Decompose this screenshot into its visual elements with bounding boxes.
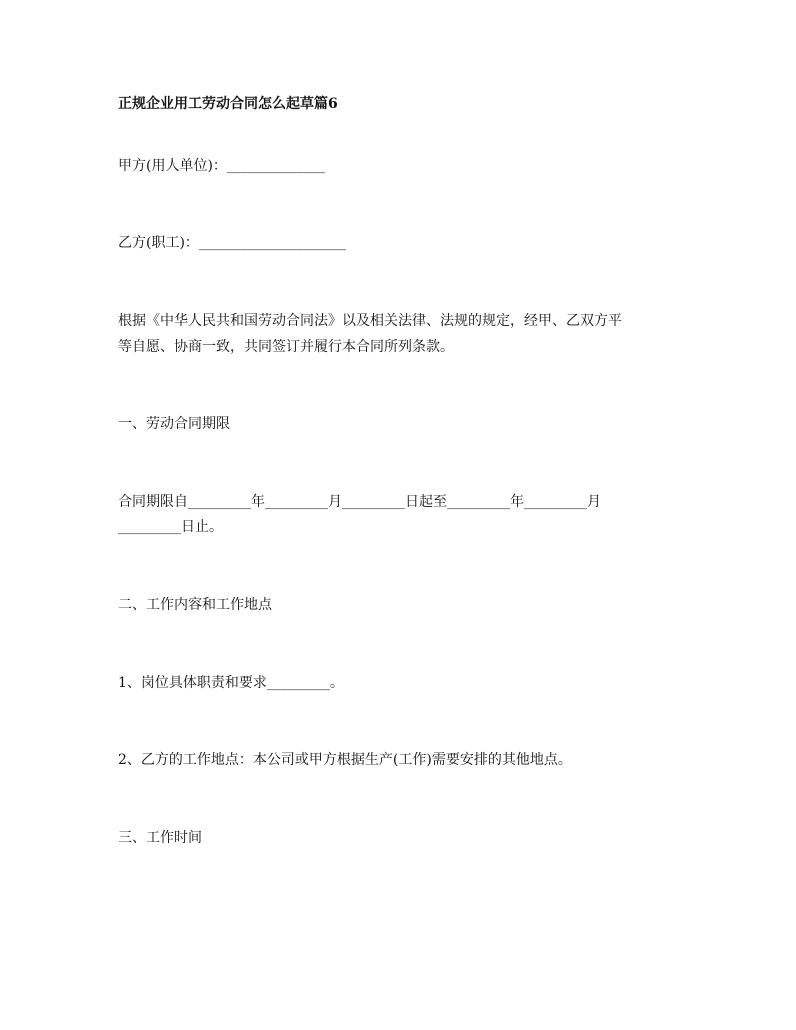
intro-paragraph-line-1: 根据《中华人民共和国劳动合同法》以及相关法律、法规的规定，经甲、乙双方平 bbox=[118, 313, 622, 329]
document-title: 正规企业用工劳动合同怎么起草篇6 bbox=[118, 96, 338, 112]
intro-paragraph-line-2: 等自愿、协商一致，共同签订并履行本合同所列条款。 bbox=[118, 339, 454, 355]
section1-heading: 一、劳动合同期限 bbox=[118, 416, 230, 432]
section1-text-line-1: 合同期限自_________年_________月_________日起至_________年_________月 bbox=[118, 494, 601, 510]
party-a-line: 甲方(用人单位)：______________ bbox=[118, 158, 325, 174]
section1-text-line-2: _________日止。 bbox=[118, 519, 223, 535]
section3-heading: 三、工作时间 bbox=[118, 830, 202, 846]
section2-item-1: 1、岗位具体职责和要求_________。 bbox=[118, 675, 344, 691]
party-b-line: 乙方(职工)：_____________________ bbox=[118, 235, 346, 251]
section2-item-2: 2、乙方的工作地点：本公司或甲方根据生产(工作)需要安排的其他地点。 bbox=[118, 752, 572, 768]
section2-heading: 二、工作内容和工作地点 bbox=[118, 597, 272, 613]
